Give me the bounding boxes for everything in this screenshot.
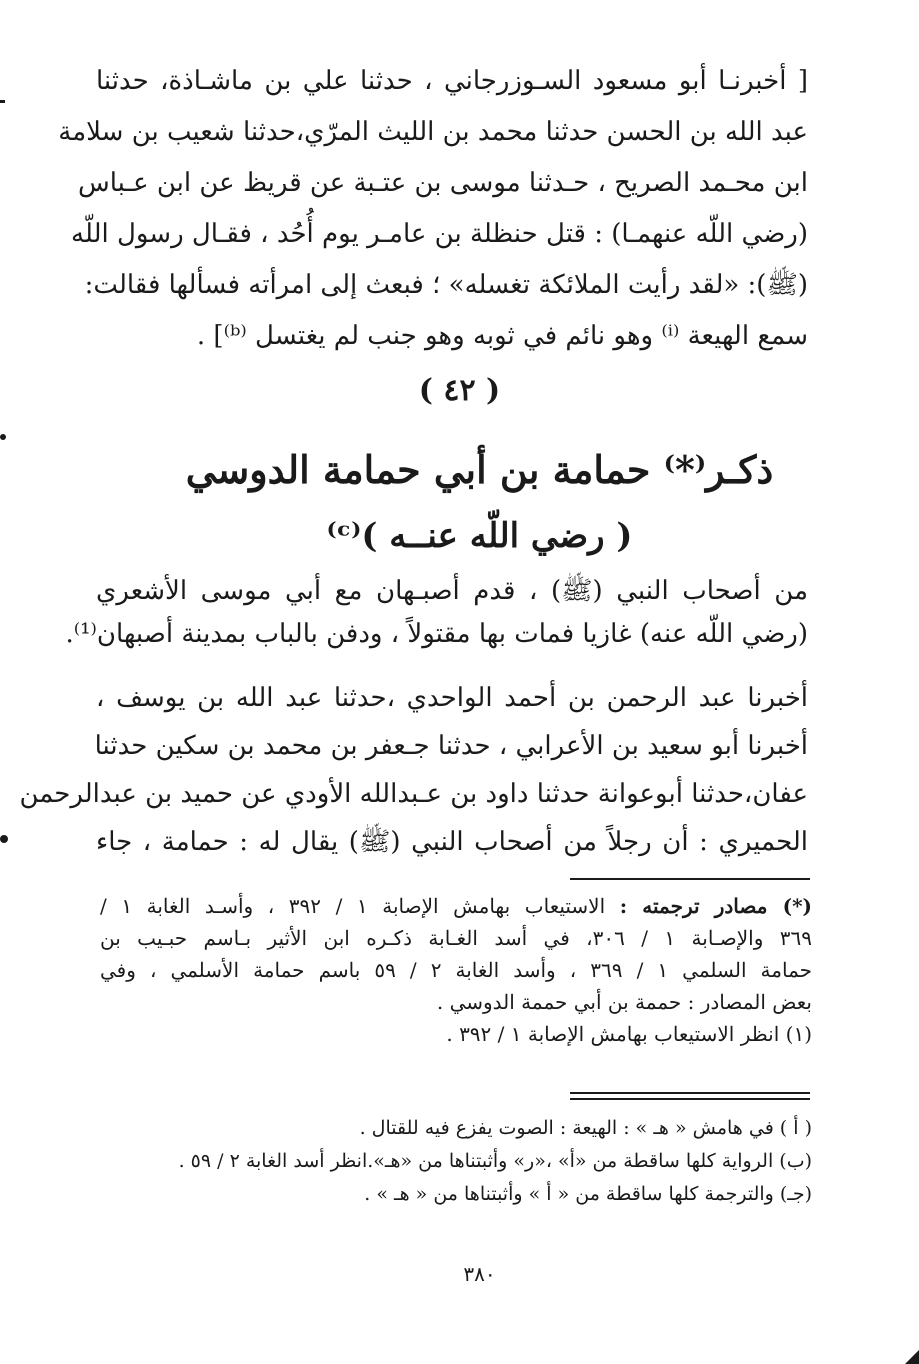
scan-edge-mark xyxy=(0,100,5,103)
footnotes xyxy=(100,890,812,1050)
hadith-paragraph xyxy=(19,674,808,866)
text-line: سمع الهيعة ⁽ⁱ⁾ وهو نائم في ثوبه وهو جنب لم يغتسل ⁽ᵇ⁾] . xyxy=(196,321,808,351)
text-line: أخبرنا أبو سعيد بن الأعرابي ، حدثنا جـعفر بن محمد بن سكين حدثنا xyxy=(94,731,808,761)
text-line: (رضي اللّه عنهمـا) : قتل حنظلة بن عامـر يوم أُحُد ، فقـال رسول اللّه xyxy=(71,219,808,249)
text-line: الحميري : أن رجلاً من أصحاب النبي (ﷺ) يقال له : حمامة ، جاء xyxy=(96,827,808,857)
section-number: ( ٤٢ ) xyxy=(418,373,501,408)
intro-paragraph xyxy=(65,570,808,656)
footnote-line: حمامة السلمي ١ / ٣٦٩ ، وأسد الغابة ٢ / ٥٩ باسم حمامة الأسلمي ، وفي xyxy=(100,958,813,982)
text-line: أخبرنا عبد الرحمن بن أحمد الواحدي ،حدثنا عبد الله بن يوسف ، xyxy=(96,683,808,713)
variant-note: ( أ ) في هامش « هـ » : الهيعة : الصوت يفزع فيه للقتال . xyxy=(359,1117,812,1139)
text-line: من أصحاب النبي (ﷺ) ، قدم أصبـهان مع أبي موسى الأشعري xyxy=(96,576,808,606)
chapter-title-honorific: ( رضي اللّه عنــه )⁽ᶜ⁾ xyxy=(326,516,633,556)
variants-divider xyxy=(570,1092,810,1094)
variant-note: (ب) الرواية كلها ساقطة من «أ» ،«ر» وأثبتناها من «هـ».انظر أسد الغابة ٢ / ٥٩ . xyxy=(178,1150,812,1172)
text-line: عبد الله بن الحسن حدثنا محمد بن الليث المرّي،حدثنا شعيب بن سلامة xyxy=(58,117,808,147)
text-line: عفان،حدثنا أبوعوانة حدثنا داود بن عـبدالله الأودي عن حميد بن عبدالرحمن xyxy=(19,779,808,809)
text-line: [ أخبرنـا أبو مسعود السـوزرجاني ، حدثنا علي بن ماشـاذة، حدثنا xyxy=(96,66,808,96)
footnote-line: بعض المصادر : حممة بن أبي حممة الدوسي . xyxy=(436,990,812,1014)
variants-divider xyxy=(570,1098,810,1100)
footnote-sources-label: (*) مصادر ترجمته : xyxy=(619,894,812,918)
manuscript-variant-notes xyxy=(100,1112,812,1211)
variant-note: (جـ) والترجمة كلها ساقطة من « أ » وأثبتناها من « هـ » . xyxy=(364,1183,812,1205)
page-corner-mark xyxy=(905,1350,919,1364)
footnote-line xyxy=(100,890,812,922)
footnote-divider xyxy=(570,878,810,880)
footnote-text: الاستيعاب بهامش الإصابة ١ / ٣٩٢ ، وأسـد الغابة ١ / xyxy=(100,894,620,918)
text-line: (رضي اللّه عنه) غازيا فمات بها مقتولاً ، ودفن بالباب بمدينة أصبهان⁽¹⁾. xyxy=(65,619,808,649)
page-number: ٣٨٠ xyxy=(463,1262,496,1286)
footnote-line: ٣٦٩ والإصـابة ١ / ٣٠٦، في أسد الغـابة ذكـره ابن الأثير بـاسم حبـيب بن xyxy=(100,926,813,950)
text-line: (ﷺ): «لقد رأيت الملائكة تغسله» ؛ فبعث إلى امرأته فسألها فقالت: xyxy=(84,270,808,300)
top-paragraph xyxy=(58,56,808,362)
chapter-title: ذكـر⁽*⁾ حمامة بن أبي حمامة الدوسي xyxy=(185,447,774,492)
text-line: ابن محـمد الصريح ، حـدثنا موسى بن عتـبة عن قريظ عن ابن عـباس xyxy=(77,168,808,198)
scan-edge-dot xyxy=(0,835,8,843)
footnote-line: (١) انظر الاستيعاب بهامش الإصابة ١ / ٣٩٢ . xyxy=(446,1022,812,1046)
